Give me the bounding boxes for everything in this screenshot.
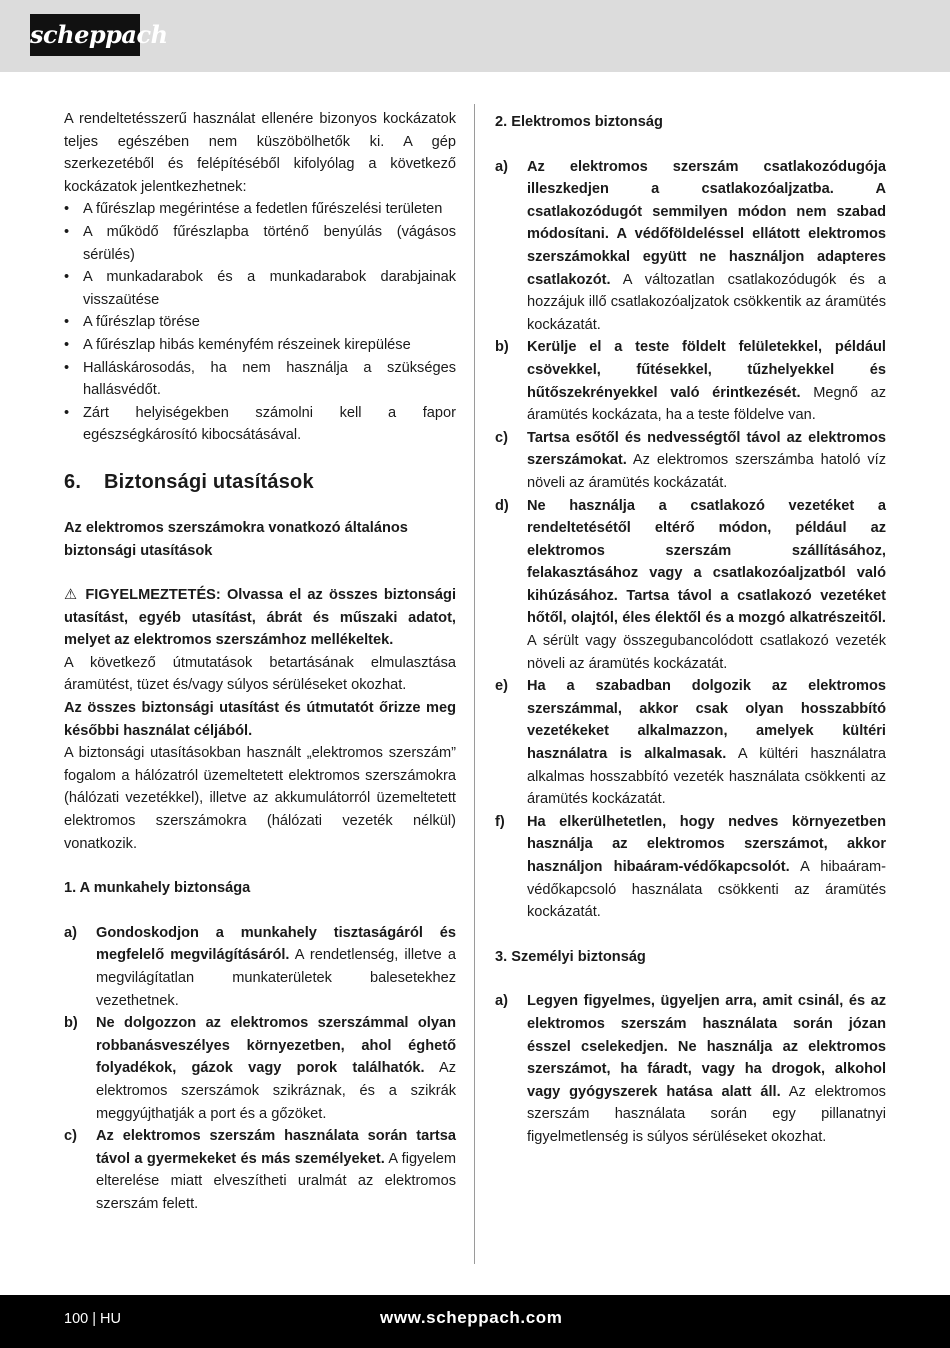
warning-label: FIGYELMEZTETÉS: bbox=[85, 587, 221, 604]
item-text: A sérült vagy összegubancolódott csatlakozó vezeték növeli az áramütés kockázatát. bbox=[527, 633, 886, 672]
item-bold: Tartsa esőtől és nedvességtől távol az elektromos szerszámokat. bbox=[527, 429, 886, 469]
item-bold: Ha elkerülhetetlen, hogy nedves környezetben használja az elektromos szerszámot, akkor használjon hibaáram-védőkapcsolót. bbox=[527, 813, 886, 875]
item-text: A figyelem elterelése miatt elveszítheti uralmát az elektromos szerszám felett. bbox=[96, 1150, 456, 1212]
item-bold: Ne használja a csatlakozó vezetéket a rendeltetésétől eltérő módon, például az elektromos szerszám szállításához, felakasztásához vagy a csatlakozóaljzatból való kihúzásához. Tartsa távol a csatlakozó vezetéket hőtől, olajtól, éles élektől és a mozgó alkatrészeitől. bbox=[527, 497, 886, 627]
warning-text: Olvassa el az összes biztonsági utasítást, egyéb utasítást, ábrát és műszaki adatot, melyet az elektromos szerszámhoz mellékeltek. bbox=[64, 587, 457, 649]
section-title-text: Biztonsági utasítások bbox=[104, 470, 314, 493]
page-number-value: 100 bbox=[64, 1311, 89, 1327]
risk-list bbox=[64, 198, 456, 447]
electrical-item-e bbox=[495, 675, 886, 811]
electrical-item-f bbox=[495, 811, 886, 924]
page-header bbox=[0, 0, 950, 72]
personal-item-a bbox=[495, 990, 886, 1148]
right-column bbox=[495, 108, 886, 1149]
item-label: d) bbox=[495, 497, 509, 514]
item-bold: Ha a szabadban dolgozik az elektromos szerszámmal, akkor csak olyan hosszabbító vezetékeket alkalmazzon, amelyek kültéri használatra is alkalmasak. bbox=[527, 678, 886, 763]
electrical-heading: 2. Elektromos biztonság bbox=[495, 114, 663, 130]
list-item: • A fűrészlap hibás keményfém részeinek kirepülése bbox=[64, 334, 456, 357]
scheppach-logo: scheppach bbox=[30, 14, 140, 56]
item-bold: Kerülje el a teste földelt felületekkel, például csövekkel, fűtésekkel, tűzhelyekkel és hűtőszekrényekkel való érintkezését. bbox=[527, 339, 886, 401]
warning-triangle-icon: ⚠ bbox=[64, 587, 80, 604]
item-text: A rendetlenség, illetve a megvilágítatlan munkaterületek balesetekhez vezethetnek. bbox=[96, 947, 456, 1009]
list-item: • A fűrészlap megérintése a fedetlen fűrészelési területen bbox=[64, 198, 456, 221]
list-item: • A fűrészlap törése bbox=[64, 311, 456, 334]
warning-paragraph bbox=[64, 584, 456, 652]
general-heading: Az elektromos szerszámokra vonatkozó általános biztonsági utasítások bbox=[64, 519, 408, 559]
item-bold: Ne dolgozzon az elektromos szerszámmal olyan robbanásveszélyes környezetben, ahol éghető folyadékok, gázok vagy porok találhatók. bbox=[96, 1015, 456, 1077]
list-item: • A működő fűrészlapba történő benyúlás (vágásos sérülés) bbox=[64, 221, 456, 266]
page-number bbox=[64, 1311, 121, 1327]
item-text: A hibaáram-védőkapcsoló használata csökkenti az áramütés kockázatát. bbox=[527, 859, 886, 921]
section-title bbox=[64, 469, 456, 495]
footer-separator: | bbox=[92, 1311, 97, 1327]
list-item: • Halláskárosodás, ha nem használja a szükséges hallásvédőt. bbox=[64, 357, 456, 402]
electrical-item-a bbox=[495, 156, 886, 337]
page-footer bbox=[0, 1295, 950, 1348]
item-label: a) bbox=[495, 993, 508, 1010]
item-text: A változatlan csatlakozódugók és a hozzájuk illő csatlakozóaljzatok csökkentik az áramütés kockázatát. bbox=[527, 271, 886, 333]
workplace-heading: 1. A munkahely biztonsága bbox=[64, 880, 251, 897]
item-text: Az elektromos szerszám használata során egy pillanatnyi figyelmetlenség is súlyos sérüléseket okozhat. bbox=[527, 1083, 886, 1145]
workplace-item-a bbox=[64, 922, 456, 1012]
item-bold: Legyen figyelmes, ügyeljen arra, amit csinál, és az elektromos szerszám használata során józan ésszel cselekedjen. Ne használja az elektromos szerszámot, ha fáradt, vagy ha drogok, alkohol vagy gyógyszerek hatása alatt áll. bbox=[527, 993, 886, 1100]
item-label: c) bbox=[495, 429, 508, 446]
intro-paragraph: A rendeltetésszerű használat ellenére bizonyos kockázatok teljes egészében nem küszöbölhetők ki. A gép szerkezetéből és felépítéséből kifolyólag a következő kockázatok jelentkezhetnek: bbox=[64, 111, 456, 195]
item-text: A kültéri használatra alkalmas hosszabbító vezeték használata csökkenti az áramütés kockázatát. bbox=[527, 746, 886, 808]
item-bold: Az elektromos szerszám csatlakozódugója illeszkedjen a csatlakozóaljzatba. A csatlakozódugót semmilyen módon nem szabad módosítani. A védőföldeléssel ellátott elektromos szerszámokkal együtt ne használjon adapteres csatlakozót. bbox=[527, 158, 886, 288]
consequence-text: A következő útmutatások betartásának elmulasztása áramütést, tüzet és/vagy súlyos sérüléseket okozhat. bbox=[64, 654, 456, 694]
website-url: www.scheppach.com bbox=[380, 1308, 563, 1327]
item-label: b) bbox=[64, 1015, 78, 1032]
electrical-item-d bbox=[495, 495, 886, 676]
electrical-item-b bbox=[495, 336, 886, 426]
item-text: Az elektromos szerszámba hatoló víz növeli az áramütés kockázatát. bbox=[527, 452, 886, 491]
column-divider bbox=[474, 104, 475, 1264]
workplace-item-c bbox=[64, 1125, 456, 1215]
workplace-item-b bbox=[64, 1012, 456, 1125]
keep-instructions: Az összes biztonsági utasítást és útmutatót őrizze meg későbbi használat céljából. bbox=[64, 700, 456, 739]
item-text: Megnő az áramütés kockázata, ha a teste földelve van. bbox=[527, 384, 886, 424]
item-label: b) bbox=[495, 339, 509, 356]
electrical-item-c bbox=[495, 427, 886, 495]
list-item: • Zárt helyiségekben számolni kell a fapor egészségkárosító kibocsátásával. bbox=[64, 402, 456, 447]
personal-heading: 3. Személyi biztonság bbox=[495, 948, 646, 965]
list-item: • A munkadarabok és a munkadarabok darabjainak visszaütése bbox=[64, 266, 456, 311]
term-definition: A biztonsági utasításokban használt „elektromos szerszám” fogalom a hálózatról üzemeltetett elektromos szerszámokra (hálózati vezetékkel), illetve az akkumulátorról üzemeltetett elektromos szerszámokra (hálózati vezeték nélkül) vonatkozik. bbox=[64, 745, 456, 852]
item-bold: Az elektromos szerszám használata során tartsa távol a gyermekeket és más személyeket. bbox=[96, 1128, 456, 1167]
item-bold: Gondoskodjon a munkahely tisztaságáról és megfelelő megvilágításáról. bbox=[96, 924, 456, 964]
item-text: Az elektromos szerszámok szikráznak, és a szikrák meggyújthatják a port és a gőzöket. bbox=[96, 1060, 456, 1122]
language-code: HU bbox=[100, 1311, 121, 1327]
left-column bbox=[64, 108, 456, 1216]
item-label: a) bbox=[64, 924, 77, 941]
item-label: c) bbox=[64, 1128, 77, 1145]
item-label: e) bbox=[495, 678, 508, 695]
item-label: a) bbox=[495, 158, 508, 175]
item-label: f) bbox=[495, 813, 505, 830]
section-number: 6. bbox=[64, 470, 82, 493]
